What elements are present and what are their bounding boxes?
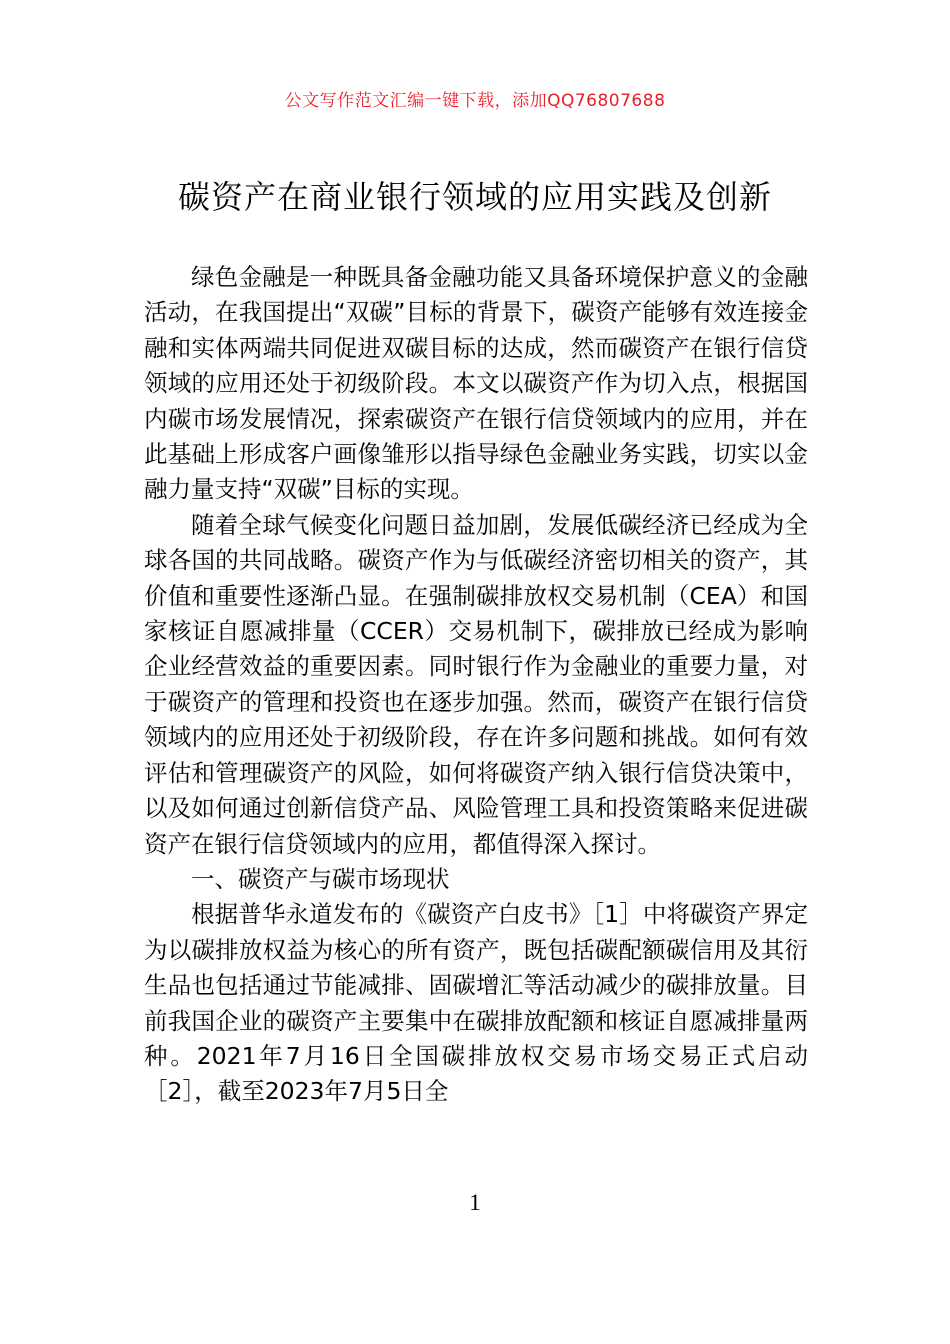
paragraph-carbon-assets-definition: 根据普华永道发布的《碳资产白皮书》［1］中将碳资产界定为以碳排放权益为核心的所有资产，既包括碳配额碳信用及其衍生品也包括通过节能减排、固碳增汇等活动减少的碳排放量。目前我国企业的碳资产主要集中在碳排放配额和核证自愿减排量两种。2021年7月16日全国碳排放权交易市场交易正式启动［2］，截至2023年7月5日全 — [144, 900, 808, 1106]
document-title: 碳资产在商业银行领域的应用实践及创新 — [177, 178, 772, 216]
paragraph-background: 随着全球气候变化问题日益加剧，发展低碳经济已经成为全球各国的共同战略。碳资产作为与低碳经济密切相关的资产，其价值和重要性逐渐凸显。在强制碳排放权交易机制（CEA）和国家核证自愿减排量（CCER）交易机制下，碳排放已经成为影响企业经营效益的重要因素。同时银行作为金融业的重要力量，对于碳资产的管理和投资也在逐步加强。然而，碳资产在银行信贷领域内的应用还处于初级阶段，存在许多问题和挑战。如何有效评估和管理碳资产的风险，如何将碳资产纳入银行信贷决策中，以及如何通过创新信贷产品、风险管理工具和投资策略来促进碳资产在银行信贷领域内的应用，都值得深入探讨。 — [144, 510, 808, 858]
download-promo-note: 公文写作范文汇编一键下载，添加QQ76807688 — [284, 91, 666, 111]
document-body — [144, 260, 808, 1110]
page-number: 1 — [469, 1190, 481, 1215]
section-heading-1: 一、碳资产与碳市场现状 — [191, 864, 450, 893]
paragraph-intro: 绿色金融是一种既具备金融功能又具备环境保护意义的金融活动，在我国提出“双碳”目标的背景下，碳资产能够有效连接金融和实体两端共同促进双碳目标的达成，然而碳资产在银行信贷领域的应用还处于初级阶段。本文以碳资产作为切入点，根据国内碳市场发展情况，探索碳资产在银行信贷领域内的应用，并在此基础上形成客户画像雏形以指导绿色金融业务实践，切实以金融力量支持“双碳”目标的实现。 — [144, 263, 808, 504]
